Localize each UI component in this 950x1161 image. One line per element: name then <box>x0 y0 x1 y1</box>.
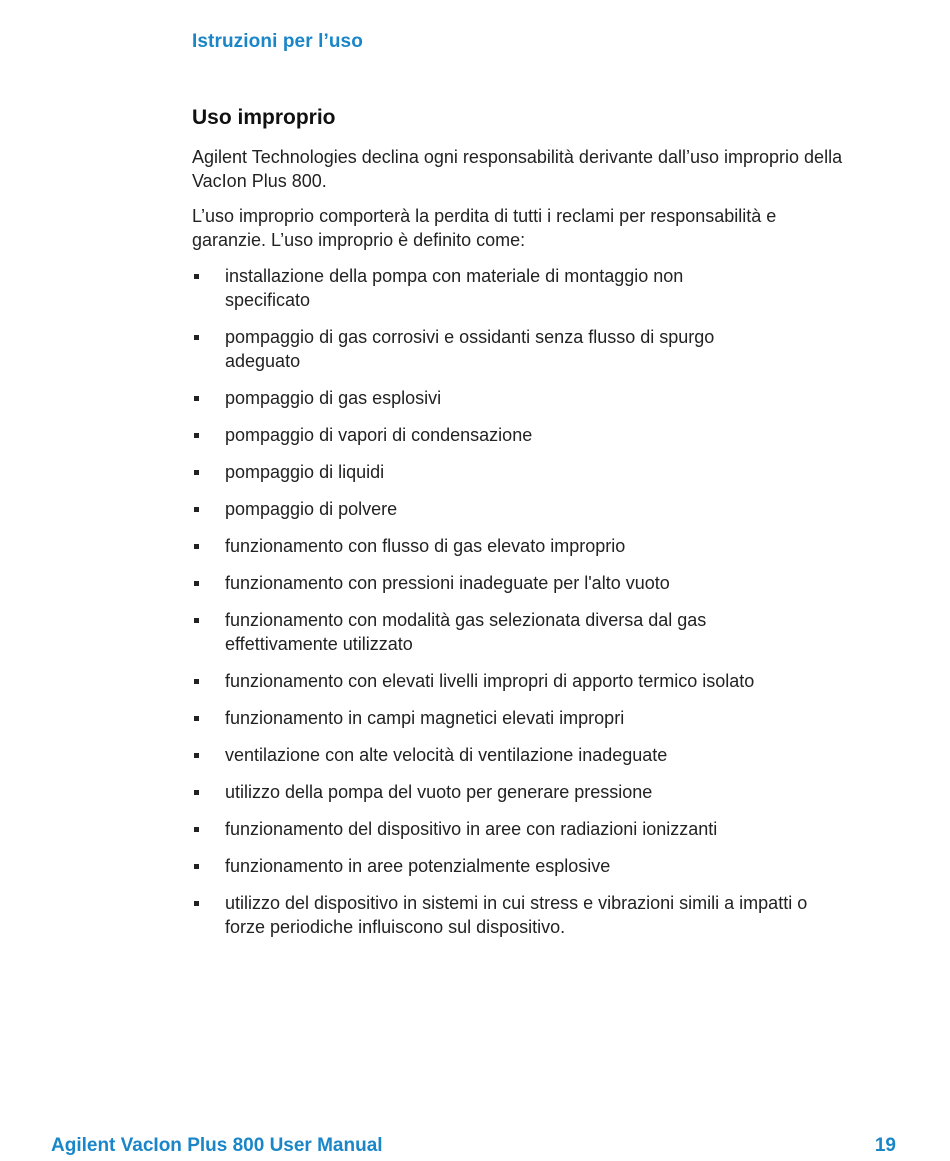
paragraph: L’uso improprio comporterà la perdita di tutti i reclami per responsabilità e garanzie. L’uso improprio è definito come: <box>192 206 777 250</box>
square-bullet-icon <box>194 901 199 906</box>
list-item <box>192 743 912 767</box>
list-item-text: pompaggio di gas esplosivi <box>225 388 442 408</box>
list-item <box>192 669 912 693</box>
list-item <box>192 780 912 804</box>
list-item-text: funzionamento con modalità gas selezionata diversa dal gas effettivamente utilizzato <box>225 610 707 654</box>
running-header: Istruzioni per l’uso <box>192 31 363 52</box>
square-bullet-icon <box>194 433 199 438</box>
list-item-text: pompaggio di polvere <box>225 499 398 519</box>
square-bullet-icon <box>194 679 199 684</box>
document-body <box>192 104 912 952</box>
list-item-text: funzionamento del dispositivo in aree con radiazioni ionizzanti <box>225 819 718 839</box>
list-item <box>192 497 912 521</box>
square-bullet-icon <box>194 470 199 475</box>
list-item <box>192 817 912 841</box>
list-item-text: funzionamento con elevati livelli impropri di apporto termico isolato <box>225 671 755 691</box>
square-bullet-icon <box>194 396 199 401</box>
list-item <box>192 608 785 656</box>
improper-use-list <box>192 264 912 939</box>
section-title: Uso improprio <box>192 106 336 129</box>
square-bullet-icon <box>194 753 199 758</box>
list-item-text: funzionamento in aree potenzialmente esplosive <box>225 856 611 876</box>
list-item <box>192 706 912 730</box>
paragraph: Agilent Technologies declina ogni responsabilità derivante dall’uso improprio della VacIon Plus 800. <box>192 147 843 191</box>
list-item <box>192 423 912 447</box>
list-item-text: utilizzo della pompa del vuoto per generare pressione <box>225 782 653 802</box>
square-bullet-icon <box>194 335 199 340</box>
list-item-text: funzionamento in campi magnetici elevati impropri <box>225 708 625 728</box>
footer-manual-title: Agilent VacIon Plus 800 User Manual <box>51 1135 383 1156</box>
list-item-text: pompaggio di gas corrosivi e ossidanti senza flusso di spurgo adeguato <box>225 327 715 371</box>
list-item-text: ventilazione con alte velocità di ventilazione inadeguate <box>225 745 668 765</box>
list-item <box>192 571 912 595</box>
list-item-text: utilizzo del dispositivo in sistemi in cui stress e vibrazioni simili a impatti o forze periodiche influiscono sul dispositivo. <box>225 893 808 937</box>
square-bullet-icon <box>194 716 199 721</box>
list-item <box>192 891 815 939</box>
list-item <box>192 325 765 373</box>
square-bullet-icon <box>194 274 199 279</box>
list-item-text: funzionamento con flusso di gas elevato improprio <box>225 536 626 556</box>
list-item <box>192 386 912 410</box>
list-item <box>192 460 912 484</box>
square-bullet-icon <box>194 507 199 512</box>
list-item-text: installazione della pompa con materiale di montaggio non specificato <box>225 266 684 310</box>
square-bullet-icon <box>194 790 199 795</box>
square-bullet-icon <box>194 581 199 586</box>
list-item-text: funzionamento con pressioni inadeguate per l'alto vuoto <box>225 573 670 593</box>
list-item-text: pompaggio di liquidi <box>225 462 385 482</box>
list-item <box>192 854 912 878</box>
footer-page-number: 19 <box>874 1135 896 1156</box>
list-item <box>192 264 725 312</box>
list-item <box>192 534 912 558</box>
square-bullet-icon <box>194 544 199 549</box>
square-bullet-icon <box>194 827 199 832</box>
square-bullet-icon <box>194 618 199 623</box>
list-item-text: pompaggio di vapori di condensazione <box>225 425 533 445</box>
square-bullet-icon <box>194 864 199 869</box>
